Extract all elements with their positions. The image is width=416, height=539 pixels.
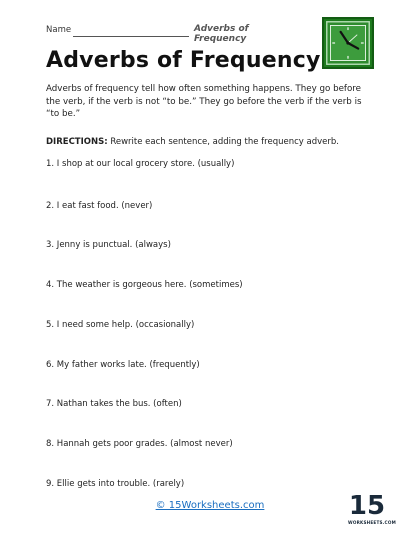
page-title: Adverbs of Frequency (46, 48, 321, 73)
exercise-item-7: 7. Nathan takes the bus. (often) (46, 399, 182, 409)
site-logo (348, 491, 396, 532)
name-row (46, 24, 296, 44)
intro-paragraph: Adverbs of frequency tell how often something happens. They go before the verb, if the verb is not “to be.” They go before the verb if the verb is “to be.” (46, 84, 362, 119)
exercise-item-6: 6. My father works late. (frequently) (46, 360, 200, 370)
exercise-item-3: 3. Jenny is punctual. (always) (46, 240, 171, 250)
exercise-item-9: 9. Ellie gets into trouble. (rarely) (46, 479, 185, 489)
exercise-item-4: 4. The weather is gorgeous here. (sometimes) (46, 280, 243, 290)
exercise-item-5: 5. I need some help. (occasionally) (46, 320, 195, 330)
exercise-item-2: 2. I eat fast food. (never) (46, 201, 153, 211)
directions-label: DIRECTIONS: (46, 137, 108, 147)
logo-number: 15 (348, 491, 386, 521)
name-label: Name (46, 25, 72, 35)
clock-icon (322, 17, 374, 69)
directions-text: Rewrite each sentence, adding the frequency adverb. (107, 137, 339, 147)
logo-text: WORKSHEETS.COM (348, 520, 396, 525)
name-write-line (73, 36, 189, 37)
directions (46, 137, 376, 147)
worksheet-title: Adverbs of Frequency (194, 24, 249, 44)
footer (150, 500, 270, 511)
footer-copyright-link[interactable]: © 15Worksheets.com (155, 500, 265, 511)
exercise-item-8: 8. Hannah gets poor grades. (almost never) (46, 439, 233, 449)
exercise-item-1: 1. I shop at our local grocery store. (usually) (46, 159, 235, 169)
